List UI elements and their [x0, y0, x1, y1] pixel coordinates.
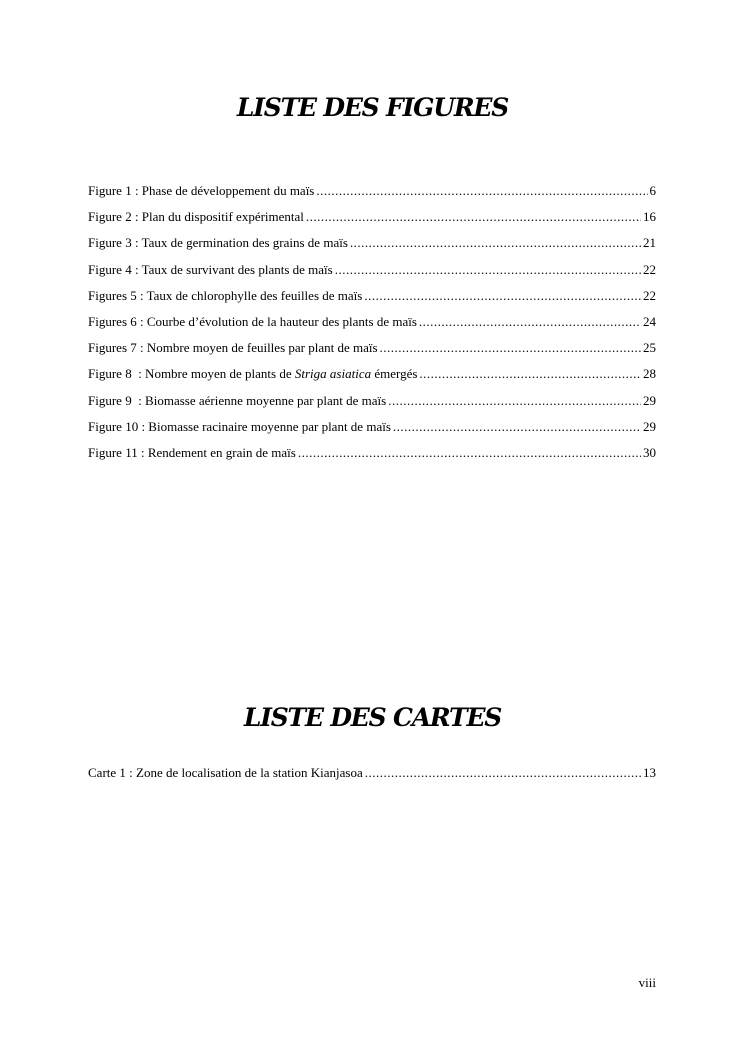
entry-page: 21 — [643, 235, 656, 251]
dot-leader — [365, 765, 641, 781]
list-of-maps-title: LISTE DES CARTES — [243, 703, 502, 732]
entry-label: Figure 1 : Phase de développement du maïs — [88, 183, 315, 198]
species-name: Striga asiatica — [294, 366, 372, 382]
toc-entry[interactable] — [88, 340, 656, 366]
toc-entry[interactable] — [88, 419, 656, 445]
dot-leader — [306, 209, 641, 225]
dot-leader — [364, 288, 641, 304]
entry-label: Figure 3 : Taux de germination des grains de maïs — [88, 235, 348, 251]
entry-page: 22 — [643, 287, 656, 303]
dot-leader — [316, 183, 647, 199]
entry-label: Carte 1 : Zone de localisation de la station Kianjasoa — [88, 765, 363, 780]
entry-page: 29 — [643, 418, 656, 434]
dot-leader — [298, 445, 641, 461]
toc-entry[interactable] — [88, 765, 656, 791]
dot-leader — [388, 393, 641, 409]
entry-label: Figures 5 : Taux de chlorophylle des feuilles de maïs — [88, 287, 363, 303]
entry-label: Figure 9 : Biomasse aérienne moyenne par plant de maïs — [88, 392, 387, 408]
dot-leader — [380, 340, 641, 356]
entry-page: 29 — [643, 392, 656, 408]
dot-leader — [419, 314, 641, 330]
figures-list — [88, 183, 656, 471]
entry-label-start: Figure 8 : Nombre moyen de plants de — [88, 366, 295, 382]
dot-leader — [419, 366, 641, 382]
entry-page: 30 — [643, 444, 656, 460]
dot-leader — [350, 235, 641, 251]
entry-label: Figures 7 : Nombre moyen de feuilles par plant de maïs — [88, 340, 378, 356]
toc-entry[interactable] — [88, 288, 656, 314]
entry-label: Figure 10 : Biomasse racinaire moyenne par plant de maïs — [88, 418, 391, 434]
list-of-figures-title: LISTE DES FIGURES — [236, 93, 509, 122]
entry-label — [88, 366, 417, 382]
entry-page: 13 — [643, 765, 656, 780]
toc-entry[interactable] — [88, 445, 656, 471]
page-number: viii — [638, 975, 656, 990]
toc-entry[interactable] — [88, 262, 656, 288]
entry-label-end: émergés — [371, 366, 418, 382]
maps-list — [88, 765, 656, 791]
entry-page: 6 — [649, 183, 656, 198]
entry-page: 24 — [643, 313, 656, 329]
toc-entry[interactable] — [88, 393, 656, 419]
toc-entry[interactable] — [88, 314, 656, 340]
toc-entry[interactable] — [88, 209, 656, 235]
entry-page: 22 — [643, 261, 656, 277]
toc-entry[interactable] — [88, 235, 656, 261]
toc-entry[interactable] — [88, 183, 656, 209]
entry-label: Figure 11 : Rendement en grain de maïs — [88, 444, 296, 460]
toc-entry[interactable] — [88, 366, 656, 392]
dot-leader — [393, 419, 641, 435]
entry-label: Figures 6 : Courbe d’évolution de la hauteur des plants de maïs — [88, 313, 417, 329]
dot-leader — [335, 262, 641, 278]
entry-page: 25 — [643, 340, 656, 356]
entry-label: Figure 4 : Taux de survivant des plants de maïs — [88, 261, 333, 277]
entry-page: 28 — [643, 366, 656, 382]
entry-page: 16 — [643, 209, 656, 225]
entry-label: Figure 2 : Plan du dispositif expérimental — [88, 209, 304, 225]
